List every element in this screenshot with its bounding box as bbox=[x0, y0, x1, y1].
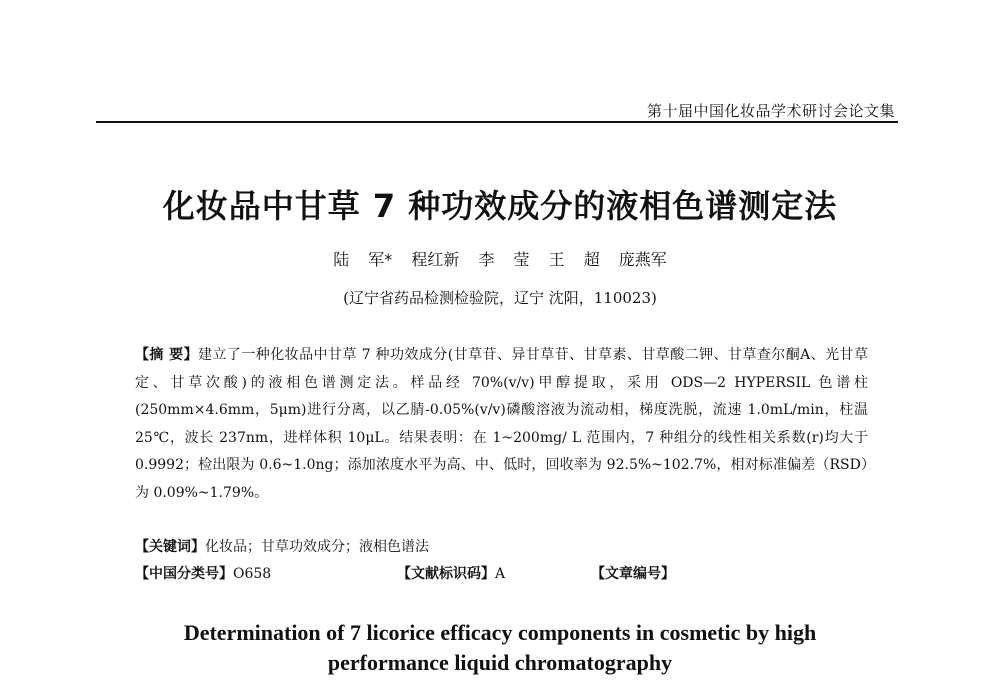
doc-code-label: 【文献标识码】 bbox=[397, 566, 495, 582]
abstract-block bbox=[135, 342, 868, 507]
doc-code-field bbox=[397, 562, 505, 586]
header-rule bbox=[96, 121, 898, 123]
abstract-label: 【摘 要】 bbox=[135, 347, 199, 363]
clc-value: O658 bbox=[233, 566, 272, 582]
article-number-field bbox=[591, 562, 675, 586]
running-header: 第十届中国化妆品学术研讨会论文集 bbox=[646, 102, 895, 120]
clc-field bbox=[135, 562, 271, 586]
abstract-text: 建立了一种化妆品中甘草 7 种功效成分(甘草苷、异甘草苷、甘草素、甘草酸二钾、甘草查尔酮A、光甘草定、甘草次酸)的液相色谱测定法。样品经 70%(v/v)甲醇提取，采用 ODS—2 HYPERSIL 色谱柱(250mm×4.6mm，5μm)进行分离，以乙腈-0.05%(v/v)磷酸溶液为流动相，梯度洗脱，流速 1.0mL/min，柱温 25℃，波长 237nm，进样体积 10μL。结果表明：在 1~200mg/ L 范围内，7 种组分的线性相关系数(r)均大于 0.9992；检出限为 0.6~1.0ng；添加浓度水平为高、中、低时，回收率为 92.5%~102.7%，相对标准偏差（RSD）为 0.09%~1.79%。 bbox=[135, 347, 868, 501]
paper-title-chinese: 化妆品中甘草 7 种功效成分的液相色谱测定法 bbox=[162, 187, 838, 225]
title-en-line-1: Determination of 7 licorice efficacy components in cosmetic by high bbox=[183, 620, 817, 645]
clc-label: 【中国分类号】 bbox=[135, 566, 233, 582]
paper-title-english bbox=[0, 618, 1000, 678]
article-number-label: 【文章编号】 bbox=[591, 566, 675, 582]
affiliation: (辽宁省药品检测检验院，辽宁 沈阳，110023) bbox=[343, 289, 657, 307]
title-en-line-2: performance liquid chromatography bbox=[327, 650, 673, 675]
doc-code-value: A bbox=[495, 566, 506, 582]
author-list: 陆 军* 程红新 李 莹 王 超 庞燕军 bbox=[333, 250, 667, 269]
keywords-block bbox=[135, 535, 868, 559]
keywords-label: 【关键词】 bbox=[135, 539, 205, 555]
keywords-text: 化妆品；甘草功效成分；液相色谱法 bbox=[205, 539, 429, 555]
